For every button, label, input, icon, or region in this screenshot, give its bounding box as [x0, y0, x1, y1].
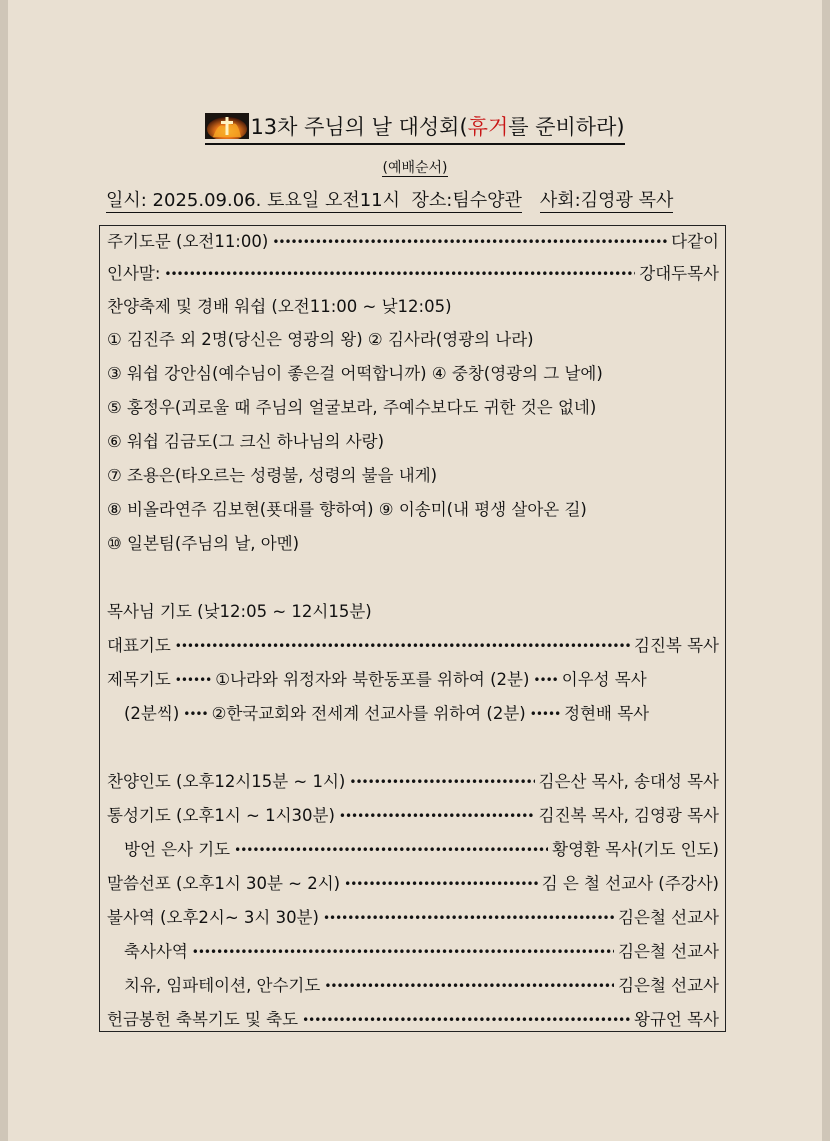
- dot-leader: [164, 257, 635, 291]
- dot-leader: [192, 935, 614, 969]
- subtitle: [0, 158, 830, 178]
- page-title: [0, 112, 830, 145]
- program-person: 다같이: [671, 232, 719, 251]
- title-text: [205, 112, 624, 145]
- program-person: 이우성 목사: [561, 670, 647, 689]
- program-item: 대표기도: [107, 636, 171, 655]
- program-line: [124, 969, 719, 1003]
- dot-leader: ••••: [183, 707, 208, 721]
- program-item: (2분씩): [124, 704, 180, 723]
- program-item: 찬양인도 (오후12시15분 ~ 1시): [107, 772, 346, 791]
- title-accent-word: 휴거: [467, 115, 509, 139]
- program-person: 김은철 선교사: [618, 908, 719, 927]
- event-datetime: 일시: 2025.09.06. 토요일 오전11시: [106, 190, 401, 211]
- dot-leader: ••••: [533, 673, 558, 687]
- program-item: 제목기도: [107, 670, 171, 689]
- program-line: [107, 867, 719, 901]
- program-heading: 목사님 기도 (낮12:05 ~ 12시15분): [107, 602, 372, 621]
- program-line: [107, 323, 719, 357]
- dot-leader: [234, 833, 548, 867]
- program-line: [124, 935, 719, 969]
- program-prayer-topic: ②한국교회와 전세계 선교사를 위하여 (2분): [211, 704, 526, 723]
- program-line: [107, 799, 719, 833]
- program-line: [107, 527, 719, 561]
- event-host: 사회:김영광 목사: [539, 190, 674, 211]
- program-item: 축사사역: [124, 942, 188, 961]
- program-person: 김진복 목사, 김영광 목사: [538, 806, 719, 825]
- dot-leader: [339, 799, 535, 833]
- program-item: 치유, 임파테이션, 안수기도: [124, 976, 321, 995]
- program-item: 불사역 (오후2시~ 3시 30분): [107, 908, 319, 927]
- dot-leader: [344, 867, 538, 901]
- program-line: [107, 425, 719, 459]
- dot-leader: [349, 765, 534, 799]
- subtitle-text: (예배순서): [382, 160, 448, 176]
- program-song-item: ⑥ 워쉽 김금도(그 크신 하나님의 사랑): [107, 432, 385, 451]
- program-person: 김은철 선교사: [618, 942, 719, 961]
- program-item: 방언 은사 기도: [124, 840, 231, 859]
- program-song-item: ⑧ 비올라연주 김보현(푯대를 향하여) ⑨ 이송미(내 평생 살아온 길): [107, 500, 587, 519]
- program-item: 인사말:: [107, 264, 161, 283]
- program-person: 왕규언 목사: [634, 1010, 719, 1029]
- program-person: 김은철 선교사: [618, 976, 719, 995]
- program-person: 황영환 목사(기도 인도): [552, 840, 719, 859]
- program-line: [107, 493, 719, 527]
- program-line: [107, 901, 719, 935]
- dot-leader: [323, 901, 614, 935]
- program-line: [107, 459, 719, 493]
- program-item: 통성기도 (오후1시 ~ 1시30분): [107, 806, 335, 825]
- dot-leader: [302, 1003, 630, 1037]
- dot-leader: •••••: [529, 707, 561, 721]
- program-line: [107, 357, 719, 391]
- program-line: [107, 225, 719, 259]
- program-line: [124, 833, 719, 867]
- program-song-item: ⑩ 일본팀(주님의 날, 아멘): [107, 534, 300, 553]
- program-line: [107, 1003, 719, 1037]
- program-line: [107, 595, 719, 629]
- program-person: 김은산 목사, 송대성 목사: [538, 772, 719, 791]
- program-song-item: ① 김진주 외 2명(당신은 영광의 왕) ② 김사라(영광의 나라): [107, 330, 534, 349]
- program-line: [107, 663, 719, 697]
- program-song-item: ⑤ 홍정우(괴로울 때 주님의 얼굴보라, 주예수보다도 귀한 것은 없네): [107, 398, 597, 417]
- dot-leader: [324, 969, 614, 1003]
- program-line: [107, 257, 719, 291]
- program-line: [124, 697, 719, 731]
- dot-leader: [272, 225, 667, 259]
- program-person: 김 은 철 선교사 (주강사): [541, 874, 719, 893]
- program-line: [107, 629, 719, 663]
- event-info: [106, 188, 706, 214]
- program-line: [107, 290, 719, 324]
- program-line: [107, 391, 719, 425]
- program-person: 김진복 목사: [634, 636, 719, 655]
- program-person: 정현배 목사: [564, 704, 650, 723]
- program-song-item: ⑦ 조용은(타오르는 성령불, 성령의 불을 내게): [107, 466, 438, 485]
- program-prayer-topic: ①나라와 위정자와 북한동포를 위하여 (2분): [215, 670, 530, 689]
- program-item: 말씀선포 (오후1시 30분 ~ 2시): [107, 874, 341, 893]
- program-song-item: ③ 워쉽 강안심(예수님이 좋은걸 어떡합니까) ④ 중창(영광의 그 날에): [107, 364, 603, 383]
- program-item: 주기도문 (오전11:00): [107, 232, 269, 251]
- event-place: 장소:팀수양관: [411, 190, 522, 211]
- dot-leader: ••••••: [174, 673, 212, 687]
- title-suffix: 를 준비하라): [508, 115, 625, 139]
- dot-leader: [175, 629, 630, 663]
- program-item: 헌금봉헌 축복기도 및 축도: [107, 1010, 299, 1029]
- title-prefix: 13차 주님의 날 대성회(: [250, 115, 468, 139]
- program-heading: 찬양축제 및 경배 워쉽 (오전11:00 ~ 낮12:05): [107, 297, 452, 316]
- program-person: 강대두목사: [639, 264, 719, 283]
- fire-cross-logo-icon: [205, 113, 249, 139]
- program-line: [107, 765, 719, 799]
